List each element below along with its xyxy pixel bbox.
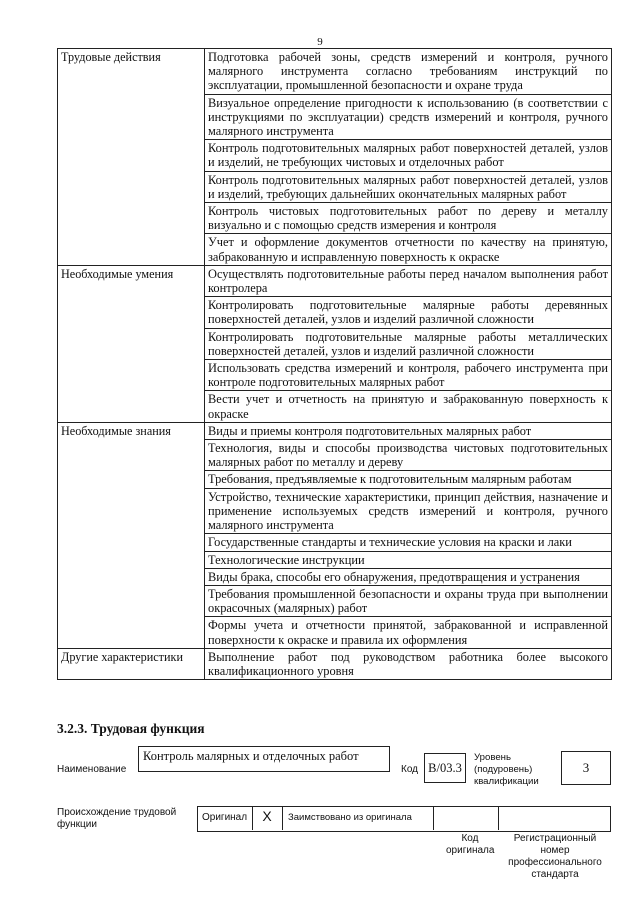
level-label: Уровень (подуровень) квалификации	[474, 752, 539, 787]
table-row	[58, 49, 612, 95]
row-group-label: Другие характеристики	[58, 648, 205, 679]
table-cell: Осуществлять подготовительные работы перед началом выполнения работ контролера	[205, 265, 612, 296]
original-mark: X	[262, 808, 272, 824]
table-row	[58, 648, 612, 679]
code-value-box	[424, 753, 466, 783]
name-label: Наименование	[57, 764, 127, 775]
table-cell: Вести учет и отчетность на принятую и забракованную поверхность к окраске	[205, 391, 612, 422]
row-group-label: Необходимые знания	[58, 422, 205, 648]
table-cell: Контролировать подготовительные малярные работы металлических поверхностей деталей, узлов и изделий различной сложности	[205, 328, 612, 359]
original-label: Оригинал	[202, 812, 248, 823]
origin-divider-3	[433, 806, 434, 830]
table-cell: Государственные стандарты и технические условия на краски и лаки	[205, 534, 612, 551]
table-cell: Технология, виды и способы производства чистовых подготовительных малярных работ по металлу и дереву	[205, 440, 612, 471]
reg-number-label: Регистрационный номер профессионального стандарта	[508, 833, 602, 880]
table-row	[58, 422, 612, 439]
table-cell: Виды и приемы контроля подготовительных малярных работ	[205, 422, 612, 439]
row-group-label: Трудовые действия	[58, 49, 205, 266]
origin-divider-4	[498, 806, 499, 830]
code-value: B/03.3	[428, 761, 462, 775]
table-cell: Контроль подготовительных малярных работ поверхностей деталей, узлов и изделий, не требующих чистовых и отделочных работ	[205, 140, 612, 171]
table-cell: Требования, предъявляемые к подготовительным малярным работам	[205, 471, 612, 488]
row-group-label: Необходимые умения	[58, 265, 205, 422]
table-row	[58, 265, 612, 296]
table-cell: Контроль подготовительных малярных работ поверхностей деталей, узлов и изделий, требующих дальнейших окончательных малярных работ	[205, 171, 612, 202]
table-cell: Формы учета и отчетности принятой, забракованной и исправленной поверхности к окраске и правила их оформления	[205, 617, 612, 648]
table-cell: Устройство, технические характеристики, принцип действия, назначение и применение используемых средств измерений и контроля, ручного малярного инструмента	[205, 488, 612, 534]
table-cell: Технологические инструкции	[205, 551, 612, 568]
section-title: 3.2.3. Трудовая функция	[57, 721, 205, 736]
name-value-box	[138, 746, 390, 772]
code-label: Код	[401, 764, 419, 775]
page-number: 9	[317, 36, 323, 48]
table-cell: Виды брака, способы его обнаружения, предотвращения и устранения	[205, 568, 612, 585]
requirements-table	[57, 48, 612, 680]
table-cell: Визуальное определение пригодности к использованию (в соответствии с инструкциями по эксплуатации) средств измерений и контроля, ручного малярного инструмента	[205, 94, 612, 140]
table-cell: Контролировать подготовительные малярные работы деревянных поверхностей деталей, узлов и изделий различной сложности	[205, 297, 612, 328]
level-value-box	[561, 751, 611, 785]
borrowed-label: Заимствовано из оригинала	[288, 812, 412, 823]
table-cell: Подготовка рабочей зоны, средств измерений и контроля, ручного малярного инструмента согласно требованиям инструкций по эксплуатации, промышленной безопасности и охране труда	[205, 49, 612, 95]
origin-label: Происхождение трудовой функции	[57, 807, 177, 830]
origin-divider-2	[282, 806, 283, 830]
table-cell: Контроль чистовых подготовительных работ по дереву и металлу визуально и с помощью средств измерения и контроля	[205, 203, 612, 234]
table-cell: Учет и оформление документов отчетности по качеству на принятую, забракованную и исправленную поверхность к окраске	[205, 234, 612, 265]
table-cell: Требования промышленной безопасности и охраны труда при выполнении окрасочных (малярных) работ	[205, 585, 612, 616]
level-value: 3	[582, 760, 590, 775]
table-cell: Выполнение работ под руководством работника более высокого квалификационного уровня	[205, 648, 612, 679]
name-value: Контроль малярных и отделочных работ	[143, 749, 359, 763]
origin-code-label: Код оригинала	[446, 833, 495, 856]
table-cell: Использовать средства измерений и контроля, рабочего инструмента при контроле подготовительных малярных работ	[205, 360, 612, 391]
